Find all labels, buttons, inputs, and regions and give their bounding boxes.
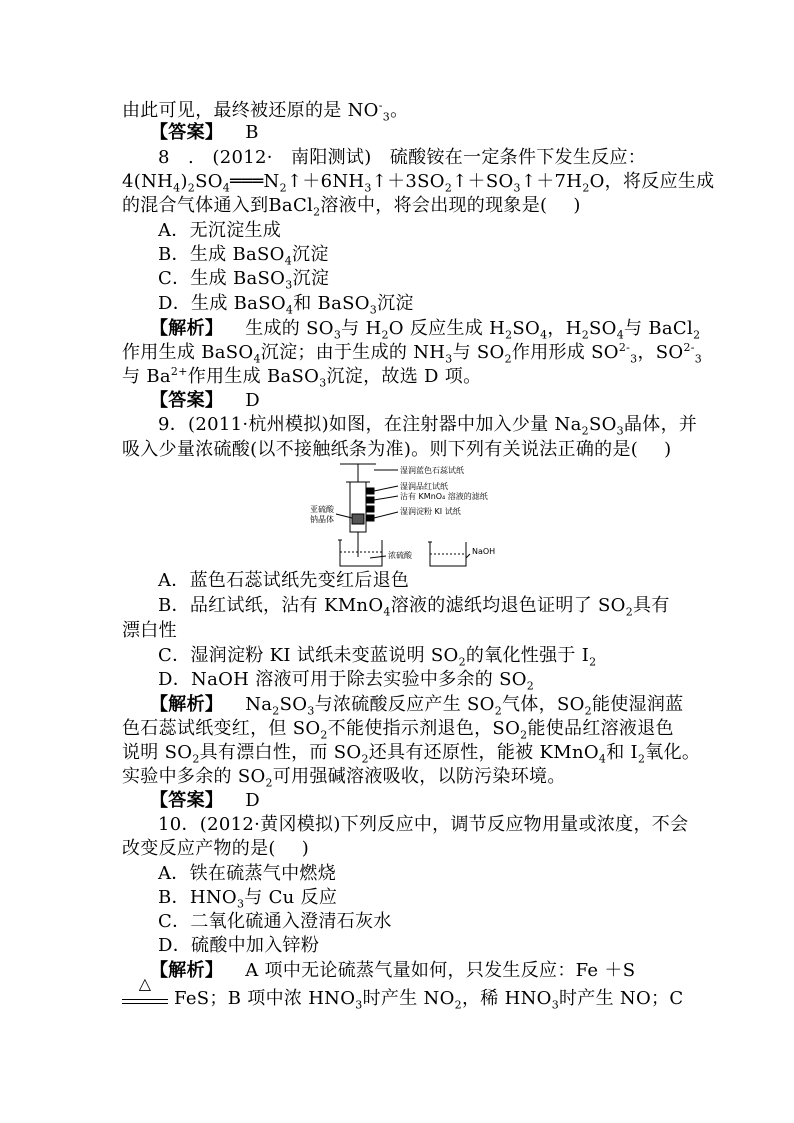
question-8-stem-2: 的混合气体通入到BaCl$_2$溶液中，将会出现的现象是( ) (122, 195, 581, 219)
analysis-9-line-3: 说明 $SO_2$具有漂白性，而 $SO_2$还具有还原性，能被 KMnO$_4$和 $I_2$氧化。 (122, 742, 701, 766)
analysis-9-line-2: 色石蕊试纸变红，但 $SO_2$不能使指示剂退色，$SO_2$能使品红溶液退色 (122, 718, 674, 742)
question-10-stem-2: 改变反应产物的是( ) (122, 838, 310, 859)
question-9-stem: 9．(2011·杭州模拟)如图，在注射器中加入少量 $Na_2SO_3$晶体，并 (158, 414, 698, 438)
option-a: A．铁在硫蒸气中燃烧 (158, 863, 336, 884)
diagram-label: 钠晶体 (310, 515, 334, 524)
option-c: C．湿润淀粉 KI 试纸未变蓝说明 $SO_2$的氧化性强于 $I_2$ (158, 645, 597, 669)
analysis-10-line-2: △ FeS；B 项中浓 $HNO_3$时产生 $NO_2$，稀 $HNO_3$时产生 NO；C (122, 988, 683, 1010)
option-d: D．NaOH 溶液可用于除去实验中多余的 $SO_2$ (158, 669, 535, 693)
text-line: 由此可见，最终被还原的是 $NO^-_3$。 (122, 99, 409, 124)
option-a: A．无沉淀生成 (158, 220, 282, 241)
answer-value: B (245, 122, 259, 143)
diagram-label: 亚硫酸 (310, 505, 334, 514)
answer-line (150, 122, 259, 144)
option-c: C．生成 BaSO$_3$沉淀 (158, 268, 330, 292)
option-b-cont: 漂白性 (122, 620, 177, 641)
option-a: A．蓝色石蕊试纸先变红后退色 (158, 570, 410, 591)
diagram-label: NaOH (472, 547, 496, 556)
question-8-equation: $4(NH_4)_2SO_4═══N_2↑+6NH_3↑+3SO_2↑+SO_3↑+7H_2O$，将反应生成 (122, 171, 715, 195)
option-d: D．硫酸中加入锌粉 (158, 935, 320, 956)
diagram-label: 湿润淀粉 KI 试纸 (400, 507, 461, 516)
question-9-stem-2: 吸入少量浓硫酸(以不接触纸条为准)。则下列有关说法正确的是( ) (122, 439, 672, 460)
answer-label: 【答案】 (150, 122, 224, 143)
question-8-stem: 8 . (2012· 南阳测试) 硫酸铵在一定条件下发生反应： (158, 147, 647, 168)
answer-line: 【答案】 D (150, 790, 260, 811)
heating-symbol: △ (138, 974, 152, 993)
diagram-label: 湿润品红试纸 (400, 482, 448, 491)
analysis-10-line-1: 【解析】 A 项中无论硫蒸气量如何，只发生反应：Fe ＋S (150, 960, 636, 981)
analysis-8-line-2: 作用生成 BaSO$_4$沉淀；由于生成的 $NH_3$与 $SO_2$作用形成 $SO^{2-}_3$，$SO^{2-}_3$ (122, 341, 703, 366)
analysis-8-line-3: 与 $Ba^{2+}$作用生成 BaSO$_3$沉淀，故选 D 项。 (122, 365, 482, 390)
diagram-label: 浓硫酸 (388, 551, 412, 560)
diagram-label: 沾有 KMnO₄ 溶液的滤纸 (400, 492, 488, 501)
analysis-8-line-1: 【解析】 生成的 $SO_3$与 $H_2O$ 反应生成 $H_2SO_4$，$H_2SO_4$与 BaCl$_2$ (150, 318, 701, 342)
diagram-label: 湿润蓝色石蕊试纸 (400, 466, 464, 475)
answer-line: 【答案】 D (150, 390, 260, 411)
question-10-stem: 10．(2012·黄冈模拟)下列反应中，调节反应物用量或浓度，不会 (158, 814, 689, 835)
option-b: B．$HNO_3$与 Cu 反应 (158, 887, 338, 911)
apparatus-diagram (310, 462, 510, 572)
option-d: D．生成 BaSO$_4$和 BaSO$_3$沉淀 (158, 293, 414, 317)
analysis-9-line-1: 【解析】 $Na_2SO_3$与浓硫酸反应产生 $SO_2$气体，$SO_2$能使湿润蓝 (150, 694, 684, 718)
option-b: B．品红试纸，沾有 KMnO$_4$溶液的滤纸均退色证明了 $SO_2$具有 (158, 595, 670, 619)
option-c: C．二氧化硫通入澄清石灰水 (158, 911, 392, 932)
condition-arrow (122, 974, 168, 1004)
option-b: B．生成 BaSO$_4$沉淀 (158, 244, 329, 268)
analysis-9-line-4: 实验中多余的 $SO_2$可用强碱溶液吸收，以防污染环境。 (122, 766, 566, 790)
